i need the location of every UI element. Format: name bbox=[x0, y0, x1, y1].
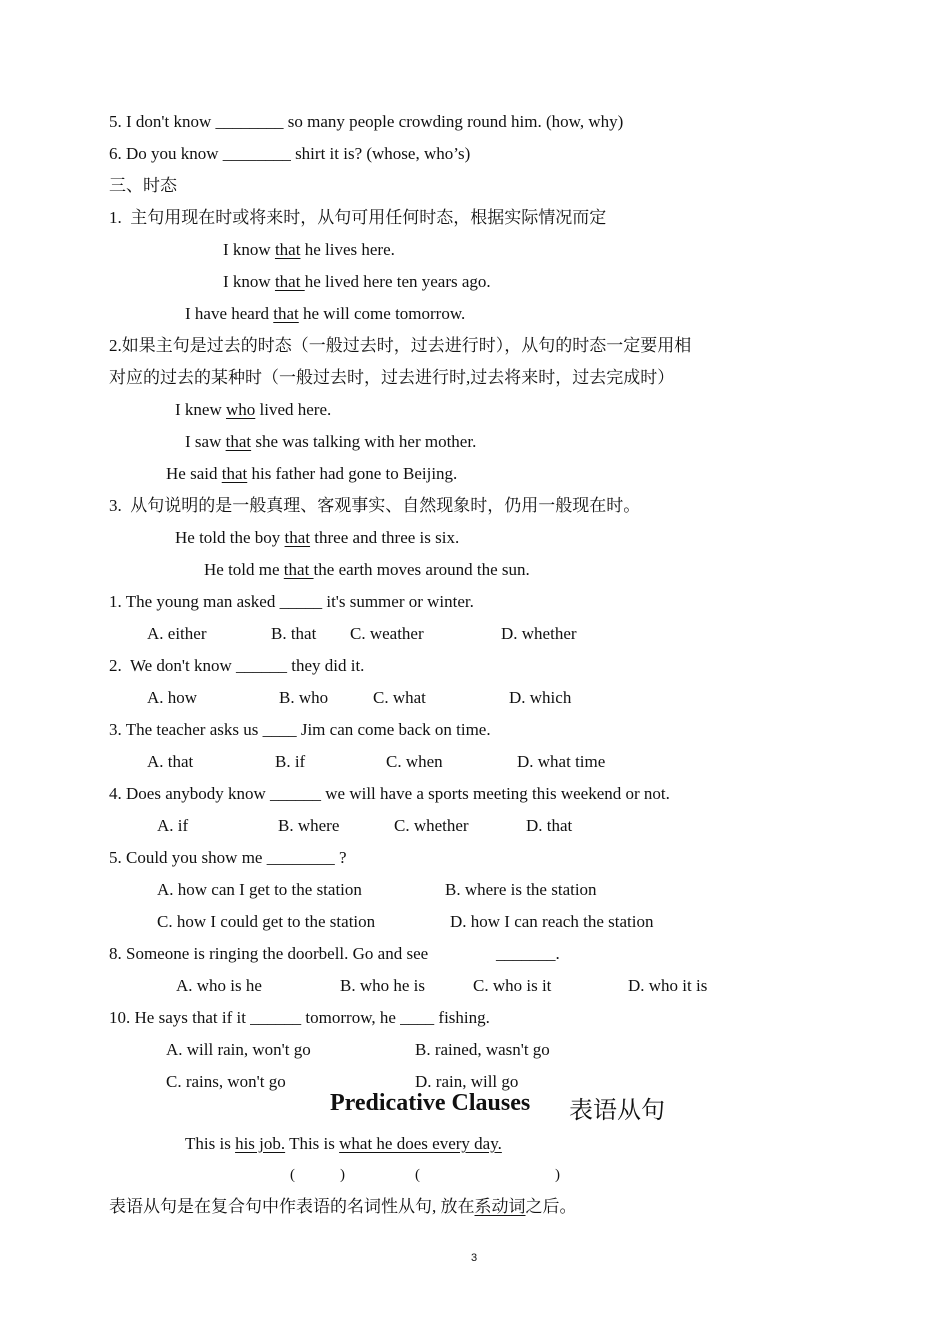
rule-2-line-1: 2.如果主句是过去的时态（一般过去时，过去进行时），从句的时态一定要用相 bbox=[109, 336, 692, 355]
question-6 bbox=[109, 144, 470, 164]
example-4-rest: lived here. bbox=[255, 400, 332, 419]
question-6-part-b: ____ shirt it is? (whose, who’s) bbox=[256, 144, 471, 163]
exercise-1-option-a: A. either bbox=[147, 624, 207, 643]
exercise-10-option-c: C. rains, won't go bbox=[166, 1072, 286, 1091]
rule-2-line-2: 对应的过去的某种时（一般过去时，过去进行时,过去将来时，过去完成时） bbox=[109, 368, 675, 387]
example-3 bbox=[185, 304, 465, 324]
example-2-underlined: that bbox=[274, 272, 305, 291]
exercise-4-option-b: B. where bbox=[278, 816, 340, 835]
example-1-rest: he lives here. bbox=[300, 240, 395, 259]
blank-parenthesis-2: ( ) bbox=[415, 1167, 560, 1183]
blank-parenthesis-1: ( ) bbox=[290, 1167, 345, 1183]
exercise-1-option-d: D. whether bbox=[501, 624, 577, 643]
exercise-4-option-a: A. if bbox=[157, 816, 189, 835]
example-4-underlined: who bbox=[225, 400, 256, 419]
exercise-10-option-a: A. will rain, won't go bbox=[166, 1040, 311, 1059]
example-5-text: I saw bbox=[185, 432, 226, 451]
exercise-2-option-b: B. who bbox=[279, 688, 329, 707]
definition-text: 表语从句是在复合句中作表语的名词性从句, 放在 bbox=[109, 1197, 475, 1216]
example-5-rest: she was talking with her mother. bbox=[251, 432, 477, 451]
example-6-rest: his father had gone to Beijing. bbox=[247, 464, 458, 483]
example-8-rest: the earth moves around the sun. bbox=[313, 560, 530, 579]
exercise-10-option-b: B. rained, wasn't go bbox=[415, 1040, 550, 1059]
exercise-8-option-a: A. who is he bbox=[176, 976, 262, 995]
example-6-text: He said bbox=[166, 464, 222, 483]
exercise-2-option-d: D. which bbox=[509, 688, 572, 707]
exercise-3-option-b: B. if bbox=[275, 752, 306, 771]
predicative-underline-2: what he does every day. bbox=[339, 1134, 502, 1153]
exercise-8-blank: _______. bbox=[496, 944, 560, 963]
exercise-1-option-c: C. weather bbox=[350, 624, 424, 643]
exercise-1-question: 1. The young man asked _____ it's summer or winter. bbox=[109, 592, 474, 611]
example-2-rest: he lived here ten years ago. bbox=[304, 272, 491, 291]
exercise-10-question: 10. He says that if it ______ tomorrow, he ____ fishing. bbox=[109, 1008, 490, 1027]
exercise-4-option-d: D. that bbox=[526, 816, 573, 835]
exercise-3-option-a: A. that bbox=[147, 752, 194, 771]
predicative-underline-1: his job. bbox=[235, 1134, 286, 1153]
example-4-text: I knew bbox=[175, 400, 226, 419]
definition-underlined: 系动词 bbox=[474, 1197, 526, 1216]
exercise-4-option-c: C. whether bbox=[394, 816, 469, 835]
exercise-8-option-c: C. who is it bbox=[473, 976, 552, 995]
section-3-heading: 三、时态 bbox=[109, 176, 177, 195]
example-8 bbox=[204, 560, 530, 580]
exercise-3-question: 3. The teacher asks us ____ Jim can come back on time. bbox=[109, 720, 491, 739]
exercise-5-option-d: D. how I can reach the station bbox=[450, 912, 654, 931]
exercise-2-option-c: C. what bbox=[373, 688, 426, 707]
exercise-8-option-d: D. who it is bbox=[628, 976, 708, 995]
example-4 bbox=[175, 400, 331, 420]
exercise-2-question: 2. We don't know ______ they did it. bbox=[109, 656, 365, 675]
example-7-underlined: that bbox=[284, 528, 311, 547]
example-3-rest: he will come tomorrow. bbox=[298, 304, 466, 323]
example-6 bbox=[166, 464, 457, 484]
section-heading-chinese: 表语从句 bbox=[569, 1098, 665, 1124]
exercise-3-option-c: C. when bbox=[386, 752, 443, 771]
example-5 bbox=[185, 432, 476, 452]
example-7-text: He told the boy bbox=[175, 528, 285, 547]
question-6-part-a: 6. Do you know ____ bbox=[109, 144, 257, 163]
question-5: 5. I don't know ________ so many people crowding round him. (how, why) bbox=[109, 112, 624, 131]
example-7-rest: three and three is six. bbox=[310, 528, 460, 547]
example-6-underlined: that bbox=[221, 464, 248, 483]
predicative-text-1: This is bbox=[185, 1134, 236, 1153]
section-heading-english: Predicative Clauses bbox=[330, 1090, 531, 1116]
example-3-text: I have heard bbox=[185, 304, 274, 323]
exercise-3-option-d: D. what time bbox=[517, 752, 606, 771]
exercise-5-option-b: B. where is the station bbox=[445, 880, 597, 899]
page-number: 3 bbox=[471, 1252, 478, 1264]
rule-1: 1. 主句用现在时或将来时，从句可用任何时态，根据实际情况而定 bbox=[109, 208, 607, 227]
example-1-text: I know bbox=[223, 240, 275, 259]
exercise-5-option-c: C. how I could get to the station bbox=[157, 912, 376, 931]
exercise-8-question: 8. Someone is ringing the doorbell. Go and see bbox=[109, 944, 429, 963]
example-3-underlined: that bbox=[273, 304, 299, 323]
exercise-8-option-b: B. who he is bbox=[340, 976, 425, 995]
exercise-5-option-a: A. how can I get to the station bbox=[157, 880, 362, 899]
exercise-10-option-d: D. rain, will go bbox=[415, 1072, 519, 1091]
example-8-underlined: that bbox=[283, 560, 314, 579]
rule-3: 3. 从句说明的是一般真理、客观事实、自然现象时，仍用一般现在时。 bbox=[109, 496, 641, 515]
example-7 bbox=[175, 528, 459, 548]
example-1-underlined: that bbox=[274, 240, 301, 259]
example-2-text: I know bbox=[223, 272, 275, 291]
example-5-underlined: that bbox=[225, 432, 252, 451]
example-1 bbox=[223, 240, 395, 260]
definition bbox=[109, 1197, 577, 1217]
predicative-text-2: This is bbox=[285, 1134, 340, 1153]
definition-rest: 之后。 bbox=[525, 1197, 577, 1216]
exercise-1-option-b: B. that bbox=[271, 624, 317, 643]
example-8-text: He told me bbox=[204, 560, 284, 579]
example-2 bbox=[223, 272, 491, 292]
exercise-2-option-a: A. how bbox=[147, 688, 198, 707]
predicative-example bbox=[185, 1134, 502, 1154]
exercise-4-question: 4. Does anybody know ______ we will have a sports meeting this weekend or not. bbox=[109, 784, 670, 803]
exercise-5-question: 5. Could you show me ________ ? bbox=[109, 848, 347, 867]
